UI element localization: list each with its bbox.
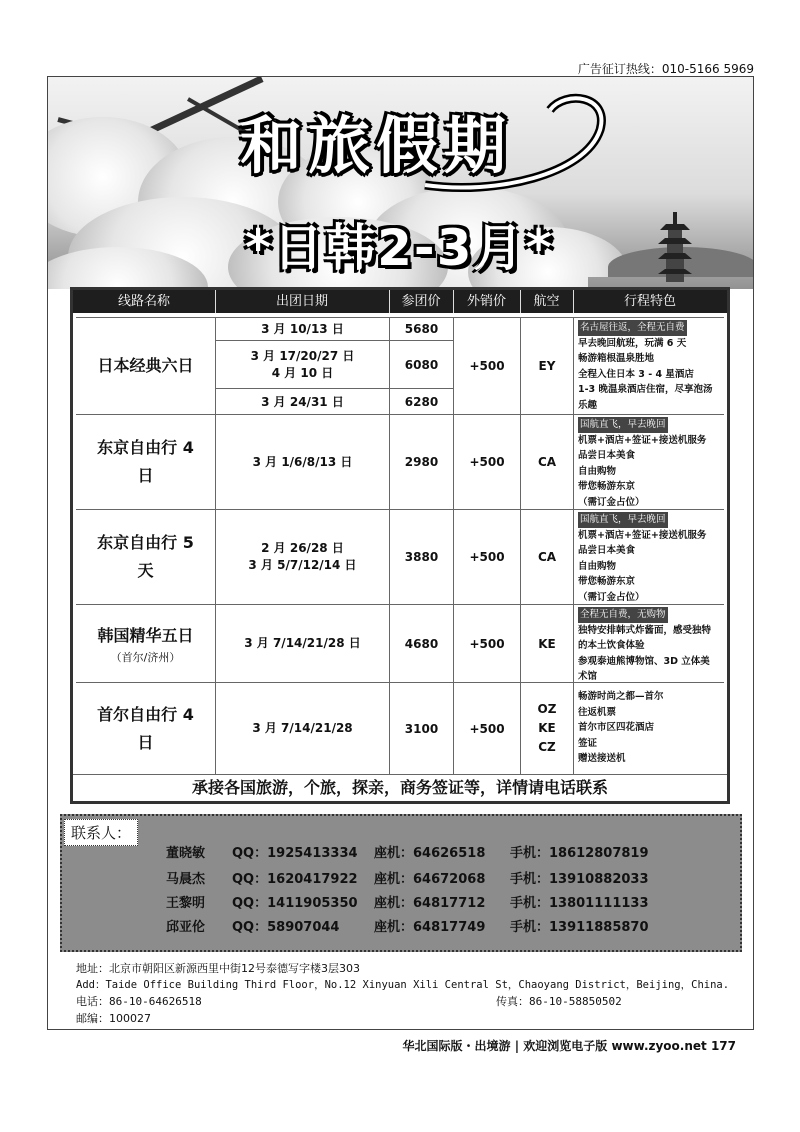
contacts-label: 联系人： xyxy=(64,819,138,846)
table-row xyxy=(76,317,724,414)
table-row xyxy=(76,682,724,774)
tour-price: 6280 xyxy=(404,395,439,409)
table-row xyxy=(76,414,724,509)
route-name: 日本经典六日 xyxy=(97,356,194,375)
ad-hotline: 广告征订热线：010-5166 5969 xyxy=(577,62,754,76)
tour-price: 5680 xyxy=(404,322,439,336)
airline-code: CA xyxy=(537,550,557,564)
tour-date: 3 月 7/14/21/28 xyxy=(252,721,353,735)
airline-code: CZ xyxy=(538,740,556,754)
tour-price: 4680 xyxy=(404,636,439,651)
tour-features: 国航直飞，早去晚回 机票+酒店+签证+接送机服务 品尝日本美食 自由购物 带您畅游东京 （需订金占位） xyxy=(573,415,724,509)
tour-price: 3100 xyxy=(404,721,439,736)
header-airline: 航空 xyxy=(533,294,560,309)
tour-date: 3 月 24/31 日 xyxy=(261,394,344,409)
airline-code: EY xyxy=(538,359,556,373)
address-cn: 地址：北京市朝阳区新源西里中街12号泰德写字楼3层303 xyxy=(76,962,360,975)
route-name: 东京自由行 5 天 xyxy=(97,533,194,580)
table-row xyxy=(76,509,724,604)
route-name: 韩国精华五日 （首尔/济州） xyxy=(97,625,194,664)
table-row xyxy=(76,604,724,682)
tour-price: 6080 xyxy=(404,357,439,372)
tour-date: 4 月 10 日 xyxy=(271,365,334,380)
address-tel: 电话：86-10-64626518 xyxy=(76,995,202,1008)
airline-code: OZ xyxy=(537,702,557,716)
header-dates: 出团日期 xyxy=(275,294,328,309)
tour-features: 畅游时尚之都—首尔 往返机票 首尔市区四花酒店 签证 赠送接送机 xyxy=(573,683,724,774)
tour-date: 3 月 10/13 日 xyxy=(261,321,344,336)
extra-price: +500 xyxy=(469,455,505,469)
tour-price: 2980 xyxy=(404,455,439,469)
page-footer: 华北国际版・出境游 | 欢迎浏览电子版 www.zyoo.net 177 xyxy=(402,1039,736,1053)
airline-code: KE xyxy=(538,636,556,651)
tour-features: 名古屋往返，全程无自费 早去晚回航班，玩满 6 天 畅游箱根温泉胜地 全程入住日本 3 - 4 星酒店 1-3 晚温泉酒店住宿，尽享泡汤 乐趣 xyxy=(573,318,724,414)
airline-code: CA xyxy=(537,455,557,469)
tour-date: 3 月 1/6/8/13 日 xyxy=(252,454,353,469)
contacts-panel: 联系人： 董晓敏 QQ：1925413334 座机：64626518 手机：18612807819 马晨杰 QQ：1620417922 座机：64672068 手机：13910882033 王黎明 QQ：1411905350 座机：64817712 手机：13801111133 邱亚伦 QQ：58907044 座机：64817749 手机：13911885870 xyxy=(60,814,742,952)
header-price: 参团价 xyxy=(401,294,441,309)
tour-date: 3 月 17/20/27 日 xyxy=(250,348,355,363)
table-header xyxy=(73,290,727,313)
table-footer-note: 承接各国旅游，个旅，探亲，商务签证等，详情请电话联系 xyxy=(73,774,727,801)
address-en: Add：Taide Office Building Third Floor，No.12 Xinyuan Xili Central St，Chaoyang District，Beijing，China. xyxy=(76,979,730,991)
address-fax: 传真：86-10-58850502 xyxy=(496,995,622,1008)
header-features: 行程特色 xyxy=(623,294,676,309)
extra-price: +500 xyxy=(469,636,505,651)
tour-table xyxy=(70,287,730,804)
tour-date: 3 月 5/7/12/14 日 xyxy=(248,558,357,572)
route-name: 东京自由行 4 日 xyxy=(97,438,194,485)
tour-date: 3 月 7/14/21/28 日 xyxy=(244,636,361,650)
header-extra: 外销价 xyxy=(466,294,506,309)
extra-price: +500 xyxy=(469,359,505,373)
tour-price: 3880 xyxy=(404,550,439,564)
extra-price: +500 xyxy=(469,721,505,736)
tour-features: 全程无自费，无购物 独特安排韩式炸酱面，感受独特 的本土饮食体验 参观泰迪熊博物馆、3D 立体美 术馆 xyxy=(573,605,724,682)
header-route: 线路名称 xyxy=(117,294,170,309)
banner-subtitle: *日韩2-3月* xyxy=(245,219,554,277)
banner-title: 和旅假期 xyxy=(240,109,513,182)
route-name: 首尔自由行 4 日 xyxy=(97,704,194,752)
tour-features: 国航直飞，早去晚回 机票+酒店+签证+接送机服务 品尝日本美食 自由购物 带您畅游东京 （需订金占位） xyxy=(573,510,724,604)
address-zip: 邮编：100027 xyxy=(76,1012,151,1025)
airline-code: KE xyxy=(538,721,556,735)
tour-date: 2 月 26/28 日 xyxy=(261,541,344,555)
extra-price: +500 xyxy=(469,550,505,564)
